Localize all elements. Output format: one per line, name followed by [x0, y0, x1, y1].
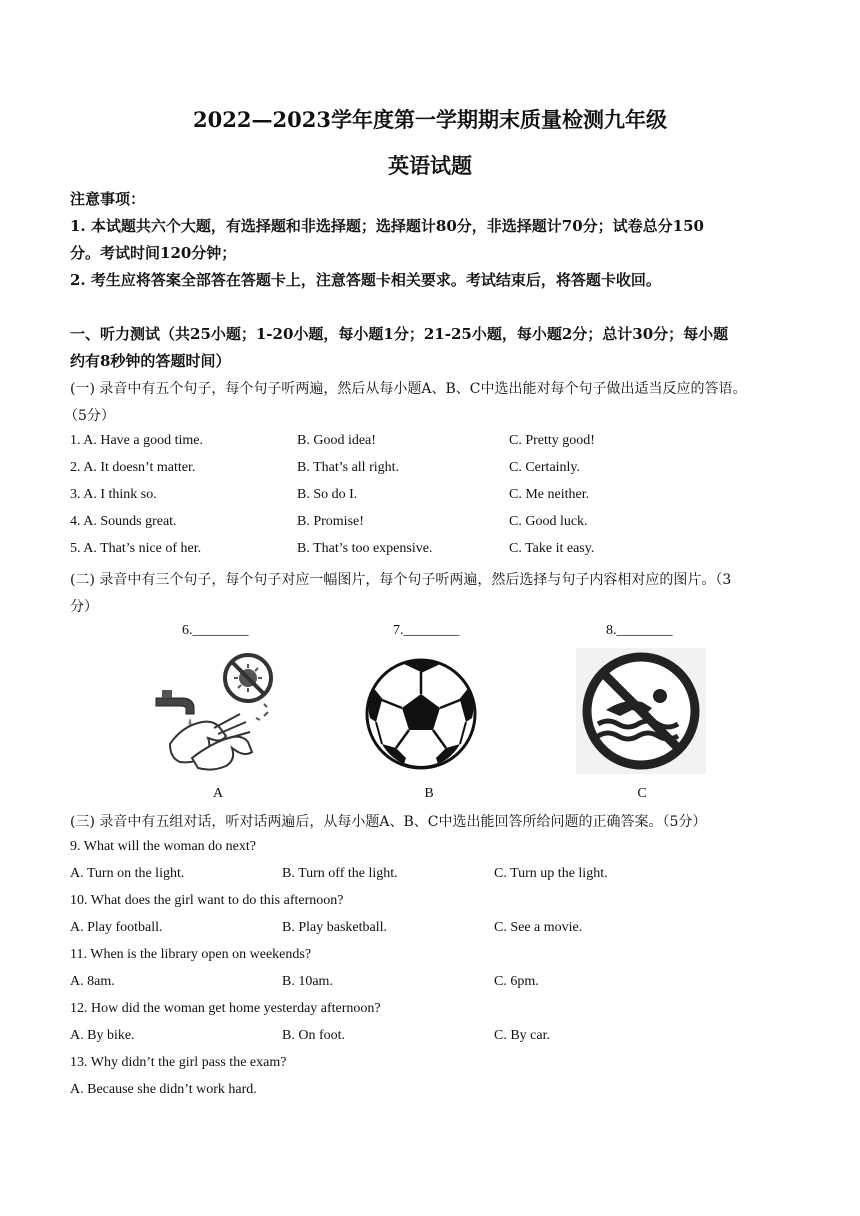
q12-question: 12. How did the woman get home yesterday afternoon?	[70, 1001, 381, 1016]
notes-line-1a: 1. 本试题共六个大题，有选择题和非选择题；选择题计80分，非选择题计70分；试卷总分150	[70, 217, 704, 235]
q4-option-b: B. Promise!	[297, 514, 364, 529]
q3-option-c: C. Me neither.	[509, 487, 590, 502]
q4-option-a: 4. A. Sounds great.	[70, 514, 177, 529]
q5-option-c: C. Take it easy.	[509, 541, 595, 556]
q12-option-c: C. By car.	[494, 1028, 550, 1043]
page-title: 2022—2023学年度第一学期期末质量检测九年级	[193, 107, 667, 132]
notes-heading: 注意事项：	[70, 190, 146, 208]
q1-option-b: B. Good idea!	[297, 433, 376, 448]
page-subtitle: 英语试题	[388, 153, 472, 178]
no-swimming-icon	[576, 648, 706, 774]
answer-blank-8: 8.________	[606, 623, 673, 638]
part2-instruction-b: 分）	[70, 599, 98, 615]
picture-label-a: A	[212, 786, 224, 801]
q5-option-a: 5. A. That’s nice of her.	[70, 541, 202, 556]
q9-option-a: A. Turn on the light.	[70, 866, 185, 881]
part3-instruction: (三) 录音中有五组对话，听对话两遍后，从每小题A、B、C中选出能回答所给问题的正确答案。（5分）	[70, 814, 707, 830]
q4-option-c: C. Good luck.	[509, 514, 588, 529]
q11-option-a: A. 8am.	[70, 974, 115, 989]
q12-option-b: B. On foot.	[282, 1028, 345, 1043]
q11-option-c: C. 6pm.	[494, 974, 539, 989]
q11-question: 11. When is the library open on weekends?	[70, 947, 312, 962]
picture-label-b: B	[424, 786, 434, 801]
q3-option-b: B. So do I.	[297, 487, 358, 502]
q9-option-b: B. Turn off the light.	[282, 866, 398, 881]
notes-line-2: 2. 考生应将答案全部答在答题卡上，注意答题卡相关要求。考试结束后，将答题卡收回。	[70, 271, 661, 289]
q12-option-a: A. By bike.	[70, 1028, 135, 1043]
q3-option-a: 3. A. I think so.	[70, 487, 157, 502]
q2-option-c: C. Certainly.	[509, 460, 581, 475]
notes-line-1b: 分。考试时间120分钟；	[70, 244, 237, 262]
q9-option-c: C. Turn up the light.	[494, 866, 608, 881]
q5-option-b: B. That’s too expensive.	[297, 541, 433, 556]
q2-option-b: B. That’s all right.	[297, 460, 400, 475]
q9-question: 9. What will the woman do next?	[70, 839, 256, 854]
q2-option-a: 2. A. It doesn’t matter.	[70, 460, 196, 475]
answer-blank-7: 7.________	[393, 623, 460, 638]
hand-washing-icon	[152, 648, 274, 774]
q13-option-a: A. Because she didn’t work hard.	[70, 1082, 257, 1097]
picture-label-c: C	[637, 786, 647, 801]
answer-blank-6: 6.________	[182, 623, 249, 638]
part1-instruction-b: （5分）	[64, 408, 115, 424]
q11-option-b: B. 10am.	[282, 974, 333, 989]
section1-heading-b: 约有8秒钟的答题时间）	[70, 352, 231, 370]
part2-instruction-a: (二) 录音中有三个句子，每个句子对应一幅图片，每个句子听两遍，然后选择与句子内容相对应的图片。（3	[70, 572, 732, 588]
q1-option-c: C. Pretty good!	[509, 433, 595, 448]
q13-question: 13. Why didn’t the girl pass the exam?	[70, 1055, 287, 1070]
q10-question: 10. What does the girl want to do this afternoon?	[70, 893, 344, 908]
football-icon	[364, 654, 478, 774]
q10-option-a: A. Play football.	[70, 920, 163, 935]
section1-heading-a: 一、听力测试（共25小题；1-20小题，每小题1分；21-25小题，每小题2分；总计30分；每小题	[70, 325, 729, 343]
q1-option-a: 1. A. Have a good time.	[70, 433, 203, 448]
q10-option-c: C. See a movie.	[494, 920, 583, 935]
part1-instruction-a: (一) 录音中有五个句子，每个句子听两遍，然后从每小题A、B、C中选出能对每个句子做出适当反应的答语。	[70, 381, 747, 397]
q10-option-b: B. Play basketball.	[282, 920, 387, 935]
